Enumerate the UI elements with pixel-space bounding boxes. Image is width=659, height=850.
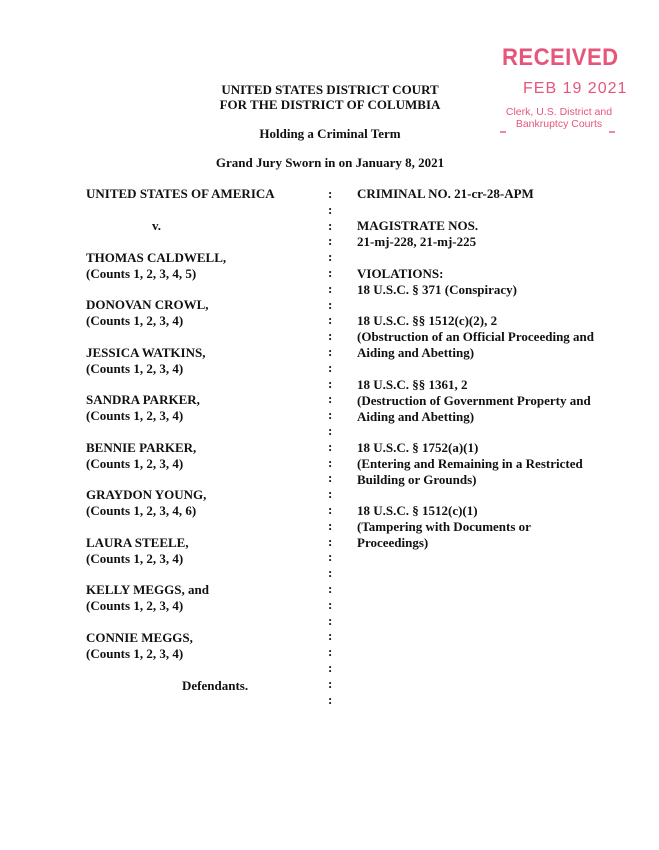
stamp-clerk bbox=[498, 106, 620, 130]
court-name-line2: FOR THE DISTRICT OF COLUMBIA bbox=[219, 97, 441, 112]
defendant bbox=[86, 250, 226, 282]
colon-separator: : bbox=[328, 612, 333, 628]
magistrate-label: MAGISTRATE NOS. bbox=[357, 218, 479, 233]
colon-separator: : bbox=[328, 217, 333, 233]
violation-description: Aiding and Abetting) bbox=[357, 345, 475, 360]
defendant bbox=[86, 582, 209, 614]
stamp-clerk-line2: Bankruptcy Courts bbox=[515, 118, 603, 130]
colon-separator: : bbox=[328, 549, 333, 565]
colon-separator: : bbox=[328, 438, 333, 454]
colon-separator: : bbox=[328, 580, 333, 596]
violation-description: Aiding and Abetting) bbox=[357, 409, 475, 424]
defendant-name: CONNIE MEGGS, bbox=[86, 630, 193, 645]
colon-separator: : bbox=[328, 296, 333, 312]
colon-separator: : bbox=[328, 501, 333, 517]
defendant-counts: (Counts 1, 2, 3, 4) bbox=[86, 551, 184, 566]
stamp-clerk-line1: Clerk, U.S. District and bbox=[505, 106, 613, 118]
defendant-name: SANDRA PARKER, bbox=[86, 392, 200, 407]
defendant-name: KELLY MEGGS, and bbox=[86, 582, 209, 597]
stamp-mark bbox=[609, 131, 615, 133]
colon-separator: : bbox=[328, 233, 333, 249]
defendant-name: JESSICA WATKINS, bbox=[86, 345, 206, 360]
colon-separator: : bbox=[328, 375, 333, 391]
colon-separator: : bbox=[328, 280, 333, 296]
defendant-name: GRAYDON YOUNG, bbox=[86, 487, 207, 502]
defendant bbox=[86, 345, 205, 377]
colon-separator: : bbox=[328, 249, 333, 265]
plaintiff: UNITED STATES OF AMERICA bbox=[86, 186, 275, 201]
caption-colon-column bbox=[328, 186, 338, 707]
colon-separator: : bbox=[328, 391, 333, 407]
violations-label: VIOLATIONS: bbox=[357, 266, 444, 281]
criminal-number: CRIMINAL NO. 21-cr-28-APM bbox=[357, 186, 534, 201]
defendant-name: THOMAS CALDWELL, bbox=[86, 250, 227, 265]
defendant-name: LAURA STEELE, bbox=[86, 535, 189, 550]
colon-separator: : bbox=[328, 422, 333, 438]
violation-description: (Obstruction of an Official Proceeding and bbox=[357, 329, 595, 344]
defendant-counts: (Counts 1, 2, 3, 4) bbox=[86, 646, 184, 661]
defendant-counts: (Counts 1, 2, 3, 4) bbox=[86, 313, 184, 328]
defendant-counts: (Counts 1, 2, 3, 4) bbox=[86, 408, 184, 423]
violation-citation: 18 U.S.C. §§ 1512(c)(2), 2 bbox=[357, 313, 498, 328]
colon-separator: : bbox=[328, 659, 333, 675]
defendant bbox=[86, 297, 209, 329]
defendant-counts: (Counts 1, 2, 3, 4) bbox=[86, 598, 184, 613]
defendant-name: DONOVAN CROWL, bbox=[86, 297, 209, 312]
colon-separator: : bbox=[328, 470, 333, 486]
colon-separator: : bbox=[328, 596, 333, 612]
defendant bbox=[86, 440, 196, 472]
criminal-term: Holding a Criminal Term bbox=[259, 126, 401, 141]
colon-separator: : bbox=[328, 312, 333, 328]
stamp-date: FEB 19 2021 bbox=[523, 80, 628, 97]
defendant bbox=[86, 392, 200, 424]
colon-separator: : bbox=[328, 328, 333, 344]
defendant bbox=[86, 535, 189, 567]
violation-description: (Tampering with Documents or bbox=[357, 519, 531, 534]
colon-separator: : bbox=[328, 186, 333, 201]
defendant bbox=[86, 487, 206, 519]
colon-separator: : bbox=[328, 343, 333, 359]
court-name-line1: UNITED STATES DISTRICT COURT bbox=[221, 82, 439, 97]
violation-citation: 18 U.S.C. § 1512(c)(1) bbox=[357, 503, 478, 518]
defendants-label: Defendants. bbox=[182, 678, 249, 693]
defendant-name: BENNIE PARKER, bbox=[86, 440, 197, 455]
colon-separator: : bbox=[328, 407, 333, 423]
colon-separator: : bbox=[328, 517, 333, 533]
defendant-counts: (Counts 1, 2, 3, 4, 6) bbox=[86, 503, 197, 518]
violation-citation: 18 U.S.C. §§ 1361, 2 bbox=[357, 377, 468, 392]
violation-citation: 18 U.S.C. § 371 (Conspiracy) bbox=[357, 282, 517, 297]
magistrate-numbers: 21-mj-228, 21-mj-225 bbox=[357, 234, 477, 249]
colon-separator: : bbox=[328, 628, 333, 644]
colon-separator: : bbox=[328, 359, 333, 375]
violation-description: (Entering and Remaining in a Restricted bbox=[357, 456, 583, 471]
defendant-counts: (Counts 1, 2, 3, 4) bbox=[86, 456, 184, 471]
colon-separator: : bbox=[328, 691, 333, 707]
violation-description: Building or Grounds) bbox=[357, 472, 477, 487]
stamp-mark bbox=[500, 131, 506, 133]
colon-separator: : bbox=[328, 486, 333, 502]
colon-separator: : bbox=[328, 533, 333, 549]
colon-separator: : bbox=[328, 565, 333, 581]
defendant-counts: (Counts 1, 2, 3, 4, 5) bbox=[86, 266, 197, 281]
received-stamp: RECEIVED bbox=[502, 44, 619, 71]
defendant bbox=[86, 630, 193, 662]
colon-separator: : bbox=[328, 644, 333, 660]
colon-separator: : bbox=[328, 264, 333, 280]
colon-separator: : bbox=[328, 454, 333, 470]
violation-description: Proceedings) bbox=[357, 535, 429, 550]
versus: v. bbox=[152, 218, 162, 233]
defendant-counts: (Counts 1, 2, 3, 4) bbox=[86, 361, 184, 376]
violation-citation: 18 U.S.C. § 1752(a)(1) bbox=[357, 440, 479, 455]
colon-separator: : bbox=[328, 201, 333, 217]
grand-jury-line: Grand Jury Sworn in on January 8, 2021 bbox=[215, 155, 445, 170]
colon-separator: : bbox=[328, 675, 333, 691]
violation-description: (Destruction of Government Property and bbox=[357, 393, 591, 408]
